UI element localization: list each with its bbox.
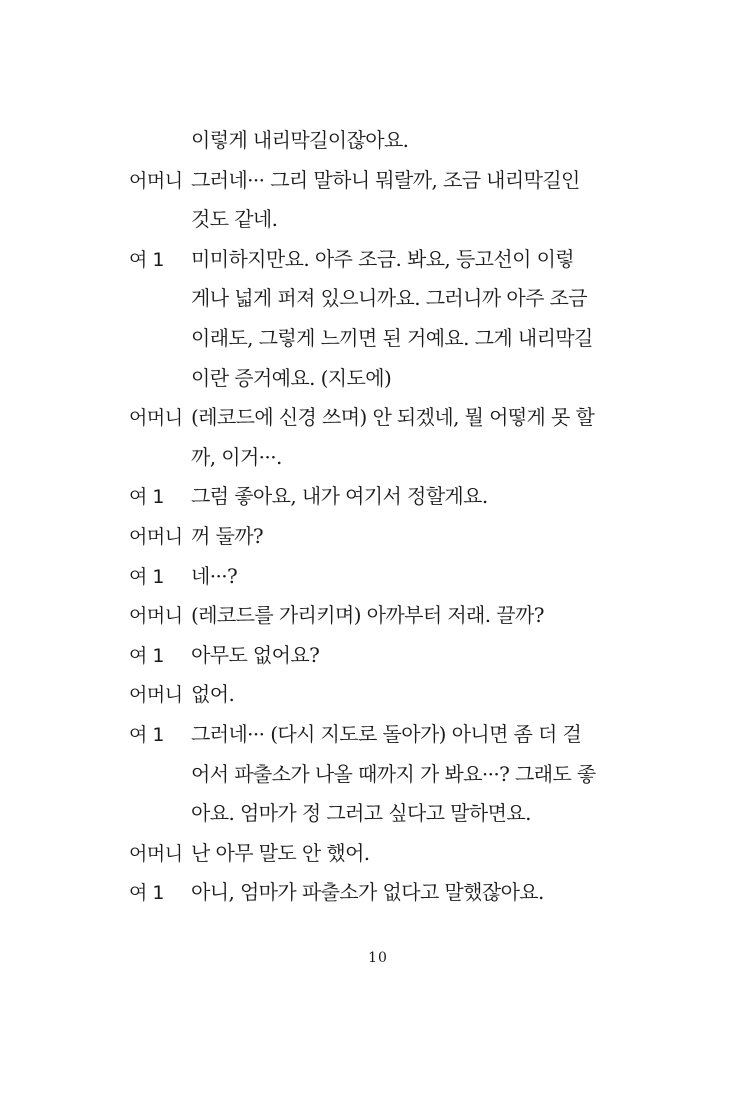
dialogue-text: (레코드를 가리키며) 아까부터 저래. 끌까? xyxy=(191,603,544,628)
speaker-label: 여 1 xyxy=(129,248,164,271)
dialogue-text: 꺼 둘까? xyxy=(191,523,264,548)
script-line xyxy=(129,438,599,478)
script-line xyxy=(129,121,599,161)
dialogue-text: 미미하지만요. 아주 조금. 봐요, 등고선이 이렇 xyxy=(191,246,575,271)
script-line xyxy=(129,477,599,517)
script-line xyxy=(129,636,599,676)
script-line xyxy=(129,279,599,319)
dialogue-text: 이렇게 내리막길이잖아요. xyxy=(191,128,409,152)
dialogue-text: 아요. 엄마가 정 그러고 싶다고 말하면요. xyxy=(191,801,531,826)
speaker-label: 여 1 xyxy=(129,486,164,509)
speaker-label: 여 1 xyxy=(129,644,164,667)
script-line xyxy=(129,319,599,359)
script-line xyxy=(129,517,599,557)
script-line xyxy=(129,794,599,834)
script-line xyxy=(129,755,599,795)
script-line xyxy=(129,161,599,201)
script-line xyxy=(129,834,599,874)
dialogue-text: 까, 이거···. xyxy=(191,444,282,469)
dialogue-text: 어서 파출소가 나올 때까지 가 봐요···? 그래도 좋 xyxy=(191,761,596,786)
speaker-label: 어머니 xyxy=(129,605,183,628)
dialogue-text: 이래도, 그렇게 느끼면 된 거예요. 그게 내리막길 xyxy=(191,325,593,350)
dialogue-text: 아니, 엄마가 파출소가 없다고 말했잖아요. xyxy=(191,880,544,905)
script-line xyxy=(129,715,599,755)
speaker-label: 어머니 xyxy=(129,169,183,192)
script-body xyxy=(129,121,599,913)
dialogue-text: 이란 증거예요. (지도에) xyxy=(191,365,392,390)
speaker-label: 어머니 xyxy=(129,407,183,430)
script-line xyxy=(129,398,599,438)
dialogue-text: 없어. xyxy=(191,682,235,707)
dialogue-text: 그러네··· (다시 지도로 돌아가) 아니면 좀 더 걸 xyxy=(191,721,582,746)
dialogue-text: 아무도 없어요? xyxy=(191,642,320,667)
script-line xyxy=(129,200,599,240)
speaker-label: 여 1 xyxy=(129,565,164,588)
script-line xyxy=(129,240,599,280)
dialogue-text: 그럼 좋아요, 내가 여기서 정할게요. xyxy=(191,484,488,509)
speaker-label: 어머니 xyxy=(129,684,183,707)
dialogue-text: 난 아무 말도 안 했어. xyxy=(191,840,370,865)
dialogue-text: (레코드에 신경 쓰며) 안 되겠네, 뭘 어떻게 못 할 xyxy=(191,405,595,430)
speaker-label: 여 1 xyxy=(129,723,164,746)
script-line xyxy=(129,873,599,913)
speaker-label: 여 1 xyxy=(129,882,164,905)
page-number: 10 xyxy=(368,950,388,966)
dialogue-text: 그러네··· 그리 말하니 뭐랄까, 조금 내리막길인 xyxy=(191,167,580,192)
dialogue-text: 네···? xyxy=(191,563,238,588)
script-line xyxy=(129,675,599,715)
script-line xyxy=(129,596,599,636)
script-line xyxy=(129,359,599,399)
dialogue-text: 게나 넓게 퍼져 있으니까요. 그러니까 아주 조금 xyxy=(191,286,587,311)
speaker-label: 어머니 xyxy=(129,525,183,548)
dialogue-text: 것도 같네. xyxy=(191,207,278,232)
speaker-label: 어머니 xyxy=(129,842,183,865)
script-line xyxy=(129,557,599,597)
